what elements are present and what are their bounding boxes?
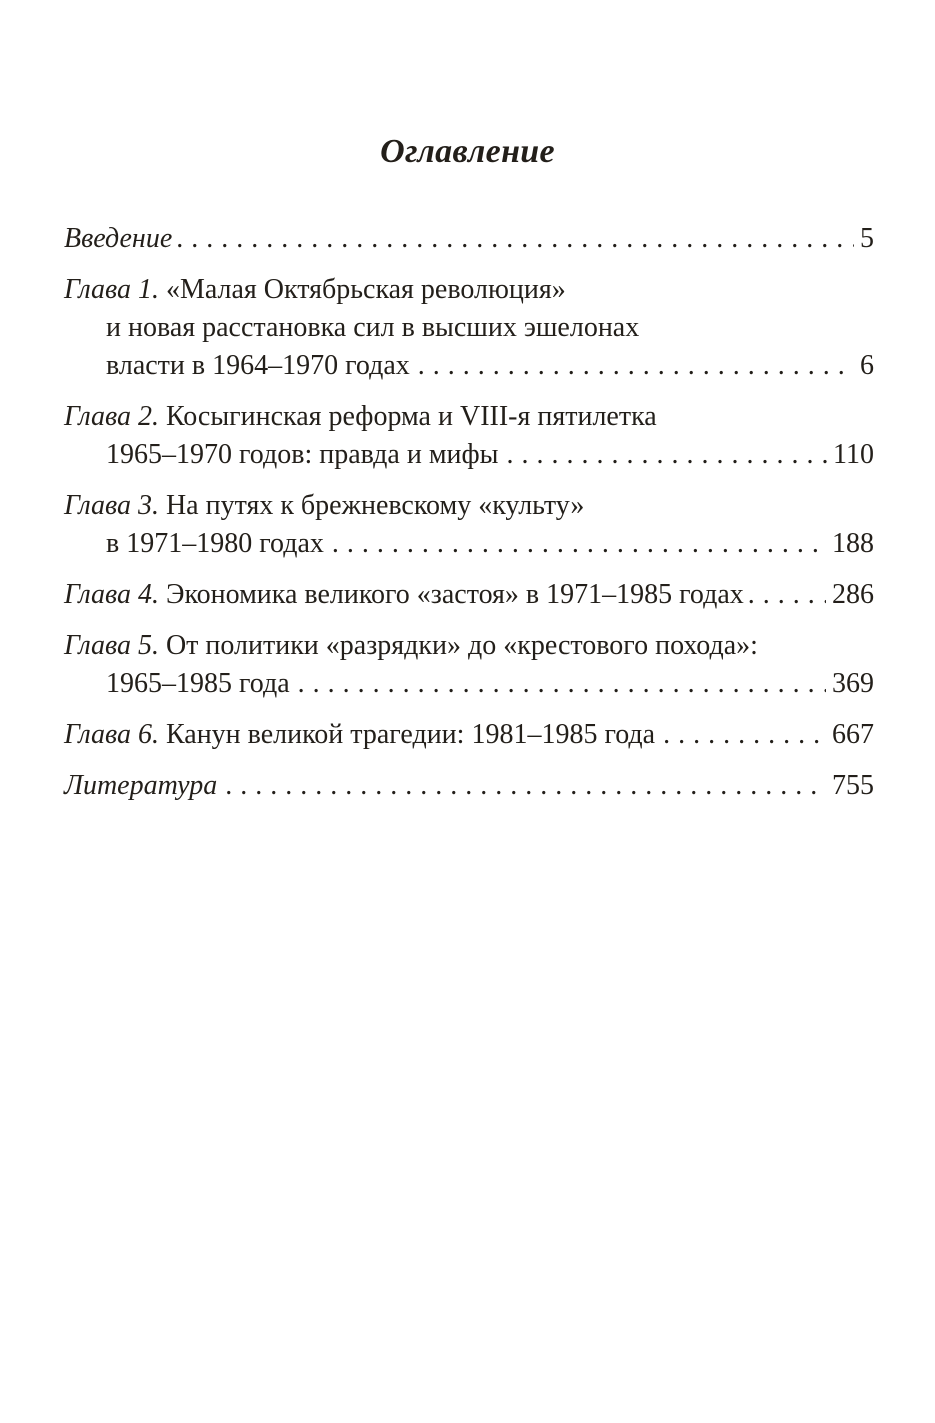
- toc-line: [64, 487, 874, 525]
- toc-line: [64, 767, 874, 805]
- dot-leader: [332, 525, 826, 563]
- toc-line: [64, 220, 874, 258]
- toc-line: [64, 716, 874, 754]
- chapter-number: Глава 3.: [64, 490, 159, 521]
- toc-line: [64, 525, 874, 563]
- chapter-title-line: От политики «разрядки» до «крестового похода»:: [165, 630, 758, 661]
- chapter-title-line: 1965–1985 года: [106, 668, 290, 699]
- chapter-title-line: На путях к брежневскому «культу»: [165, 490, 585, 521]
- chapter-title-line: власти в 1964–1970 годах: [106, 350, 410, 381]
- toc-page-number: 5: [860, 223, 874, 254]
- toc-line: [64, 271, 874, 309]
- dot-leader: [748, 576, 826, 614]
- chapter-number: Глава 5.: [64, 630, 159, 661]
- chapter-title-line: в 1971–1980 годах: [106, 528, 324, 559]
- toc-line: [64, 665, 874, 703]
- chapter-title-line: Канун великой трагедии: 1981–1985 года: [165, 719, 656, 750]
- toc-entry-chapter-1[interactable]: [64, 271, 874, 385]
- toc-entry-chapter-5[interactable]: [64, 627, 874, 703]
- chapter-title-line: и новая расстановка сил в высших эшелонах: [106, 312, 640, 343]
- dot-leader: [418, 347, 854, 385]
- toc-line: [64, 309, 874, 347]
- chapter-title-line: Косыгинская реформа и VIII-я пятилетка: [165, 401, 657, 432]
- toc-line: [64, 398, 874, 436]
- table-of-contents: [64, 220, 874, 805]
- toc-entry-bibliography[interactable]: [64, 767, 874, 805]
- toc-entry-label: Введение: [64, 223, 173, 254]
- toc-page-number: 286: [832, 579, 874, 610]
- toc-line: [64, 627, 874, 665]
- dot-leader: [298, 665, 826, 703]
- toc-page-number: 6: [860, 350, 874, 381]
- chapter-number: Глава 4.: [64, 579, 159, 610]
- dot-leader: [506, 436, 827, 474]
- toc-entry-chapter-4[interactable]: [64, 576, 874, 614]
- page-title: Оглавление: [380, 133, 555, 170]
- toc-page-number: 755: [832, 770, 874, 801]
- toc-page-number: 369: [832, 668, 874, 699]
- toc-entry-chapter-2[interactable]: [64, 398, 874, 474]
- toc-entry-chapter-6[interactable]: [64, 716, 874, 754]
- toc-entry-introduction[interactable]: [64, 220, 874, 258]
- chapter-number: Глава 2.: [64, 401, 159, 432]
- toc-entry-chapter-3[interactable]: [64, 487, 874, 563]
- chapter-title-line: «Малая Октябрьская революция»: [165, 274, 566, 305]
- chapter-title-line: 1965–1970 годов: правда и мифы: [106, 439, 499, 470]
- chapter-number: Глава 6.: [64, 719, 159, 750]
- toc-line: [64, 436, 874, 474]
- toc-line: [64, 576, 874, 614]
- toc-page-number: 110: [833, 439, 874, 470]
- toc-line: [64, 347, 874, 385]
- dot-leader: [663, 716, 826, 754]
- chapter-number: Глава 1.: [64, 274, 159, 305]
- toc-page-number: 667: [832, 719, 874, 750]
- toc-entry-label: Литература: [64, 770, 218, 801]
- dot-leader: [176, 220, 854, 258]
- chapter-title-line: Экономика великого «застоя» в 1971–1985 годах: [165, 579, 744, 610]
- toc-page-number: 188: [832, 528, 874, 559]
- dot-leader: [225, 767, 826, 805]
